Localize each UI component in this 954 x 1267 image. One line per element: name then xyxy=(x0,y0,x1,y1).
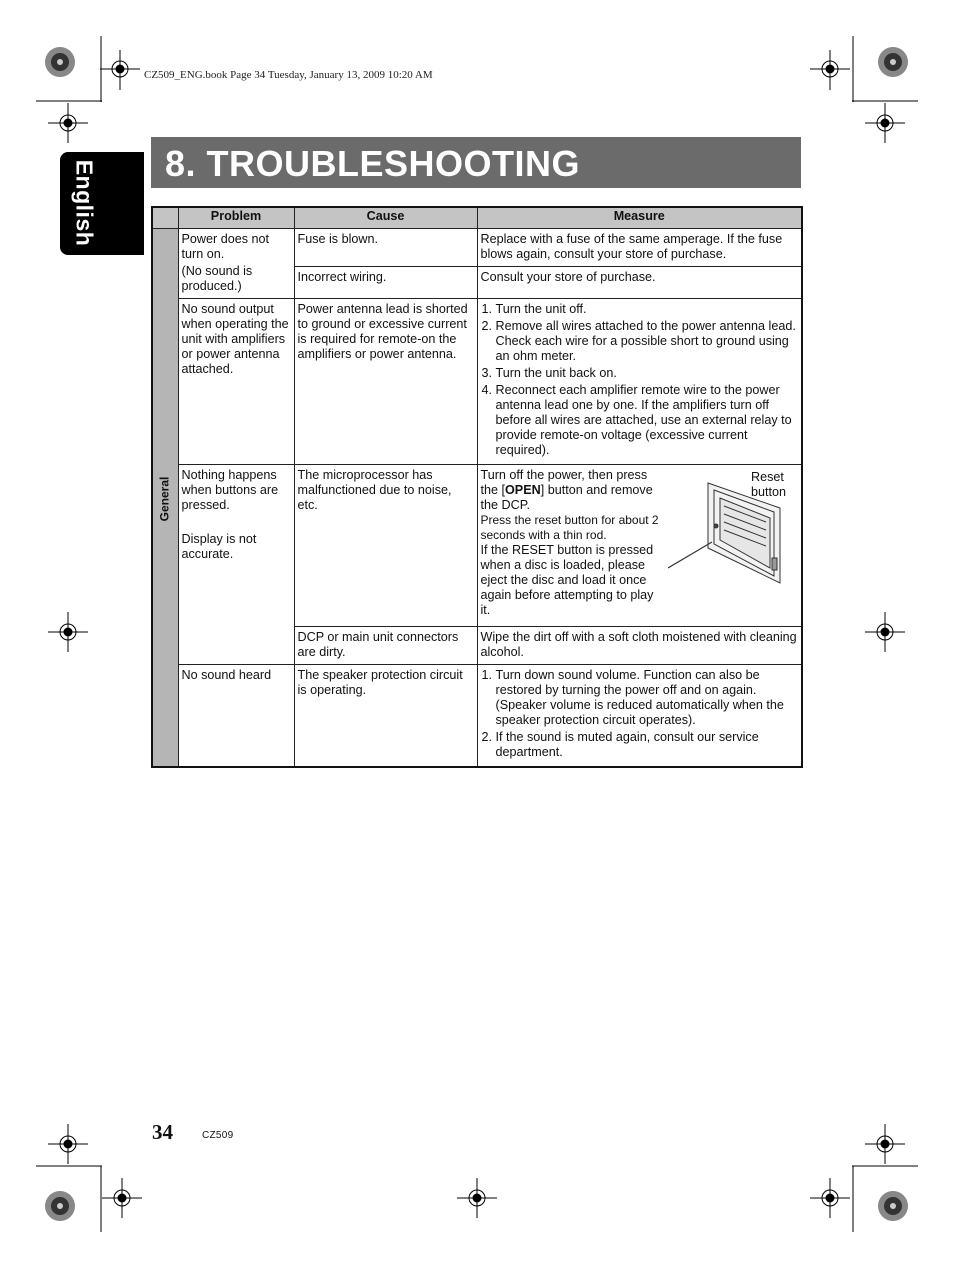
measure-cell xyxy=(477,465,802,627)
problem-text: Nothing happens when buttons are pressed. xyxy=(181,468,279,512)
measure-cell: Consult your store of purchase. xyxy=(477,267,802,299)
category-cell xyxy=(152,229,178,768)
open-button-label: OPEN xyxy=(505,483,541,497)
table-row xyxy=(152,299,802,465)
table-row xyxy=(152,465,802,627)
book-header-info: CZ509_ENG.book Page 34 Tuesday, January 13, 2009 10:20 AM xyxy=(144,69,433,81)
cause-cell: The microprocessor has malfunctioned due to noise, etc. xyxy=(294,465,477,627)
list-item: 2. Remove all wires attached to the power antenna lead. Check each wire for a possible short to ground using an ohm meter. xyxy=(496,319,799,364)
callout-text: button xyxy=(750,485,786,499)
measure-cell xyxy=(477,665,802,768)
list-item: 4. Reconnect each amplifier remote wire to the power antenna lead one by one. If the amplifiers turn off before all wires are attached, use an external relay to provide remote-on voltage (excessive current required). xyxy=(496,383,799,458)
list-item: 2. If the sound is muted again, consult our service department. xyxy=(496,730,799,760)
measure-cell xyxy=(477,299,802,465)
troubleshooting-table xyxy=(151,206,803,768)
language-tab-label: English xyxy=(71,159,98,247)
reset-button-callout xyxy=(751,470,786,500)
problem-text: Display is not accurate. xyxy=(181,532,257,561)
problem-cell xyxy=(178,465,294,665)
cause-cell: Fuse is blown. xyxy=(294,229,477,267)
problem-cell xyxy=(178,229,294,299)
table-row xyxy=(152,665,802,768)
callout-text: Reset xyxy=(750,470,784,484)
table-row xyxy=(152,229,802,267)
measure-cell: Wipe the dirt off with a soft cloth moistened with cleaning alcohol. xyxy=(477,627,802,665)
measure-text-part: ] button and remove the DCP. xyxy=(480,483,653,512)
cause-cell: DCP or main unit connectors are dirty. xyxy=(294,627,477,665)
cause-cell: The speaker protection circuit is operating. xyxy=(294,665,477,768)
measure-steps xyxy=(481,302,799,458)
table-header-row xyxy=(152,207,802,229)
problem-text: (No sound is produced.) xyxy=(181,264,253,293)
list-item: 3. Turn the unit back on. xyxy=(496,366,799,381)
problem-cell: No sound output when operating the unit with amplifiers or power antenna attached. xyxy=(178,299,294,465)
page-title-bar xyxy=(151,137,801,188)
list-item: 1. Turn the unit off. xyxy=(496,302,799,317)
problem-text: Power does not turn on. xyxy=(181,232,270,261)
category-label: General xyxy=(157,476,172,522)
reset-measure xyxy=(481,468,799,618)
measure-cell: Replace with a fuse of the same amperage. If the fuse blows again, consult your store of purchase. xyxy=(477,229,802,267)
header-measure: Measure xyxy=(477,207,802,229)
page-title: 8. TROUBLESHOOTING xyxy=(165,143,581,184)
cause-cell: Incorrect wiring. xyxy=(294,267,477,299)
model-name: CZ509 xyxy=(202,1130,234,1141)
header-problem: Problem xyxy=(178,207,294,229)
list-item: 1. Turn down sound volume. Function can also be restored by turning the power off and on again. (Speaker volume is reduced automatically when the speaker protection circuit operates). xyxy=(496,668,799,728)
header-cause: Cause xyxy=(294,207,477,229)
measure-text: Press the reset button for about 2 seconds with a thin rod. xyxy=(480,513,659,542)
measure-text xyxy=(481,468,661,513)
reset-instructions xyxy=(481,468,661,618)
measure-text-part: Turn off the power, then press the [ xyxy=(480,468,648,497)
measure-steps xyxy=(481,668,799,760)
page-number: 34 xyxy=(152,1120,173,1144)
measure-text: If the RESET button is pressed when a disc is loaded, please eject the disc and load it once again before attempting to play it. xyxy=(480,543,654,617)
cause-cell: Power antenna lead is shorted to ground or excessive current is required for remote-on the amplifiers or power antenna. xyxy=(294,299,477,465)
problem-cell: No sound heard xyxy=(178,665,294,768)
header-blank xyxy=(152,207,178,229)
